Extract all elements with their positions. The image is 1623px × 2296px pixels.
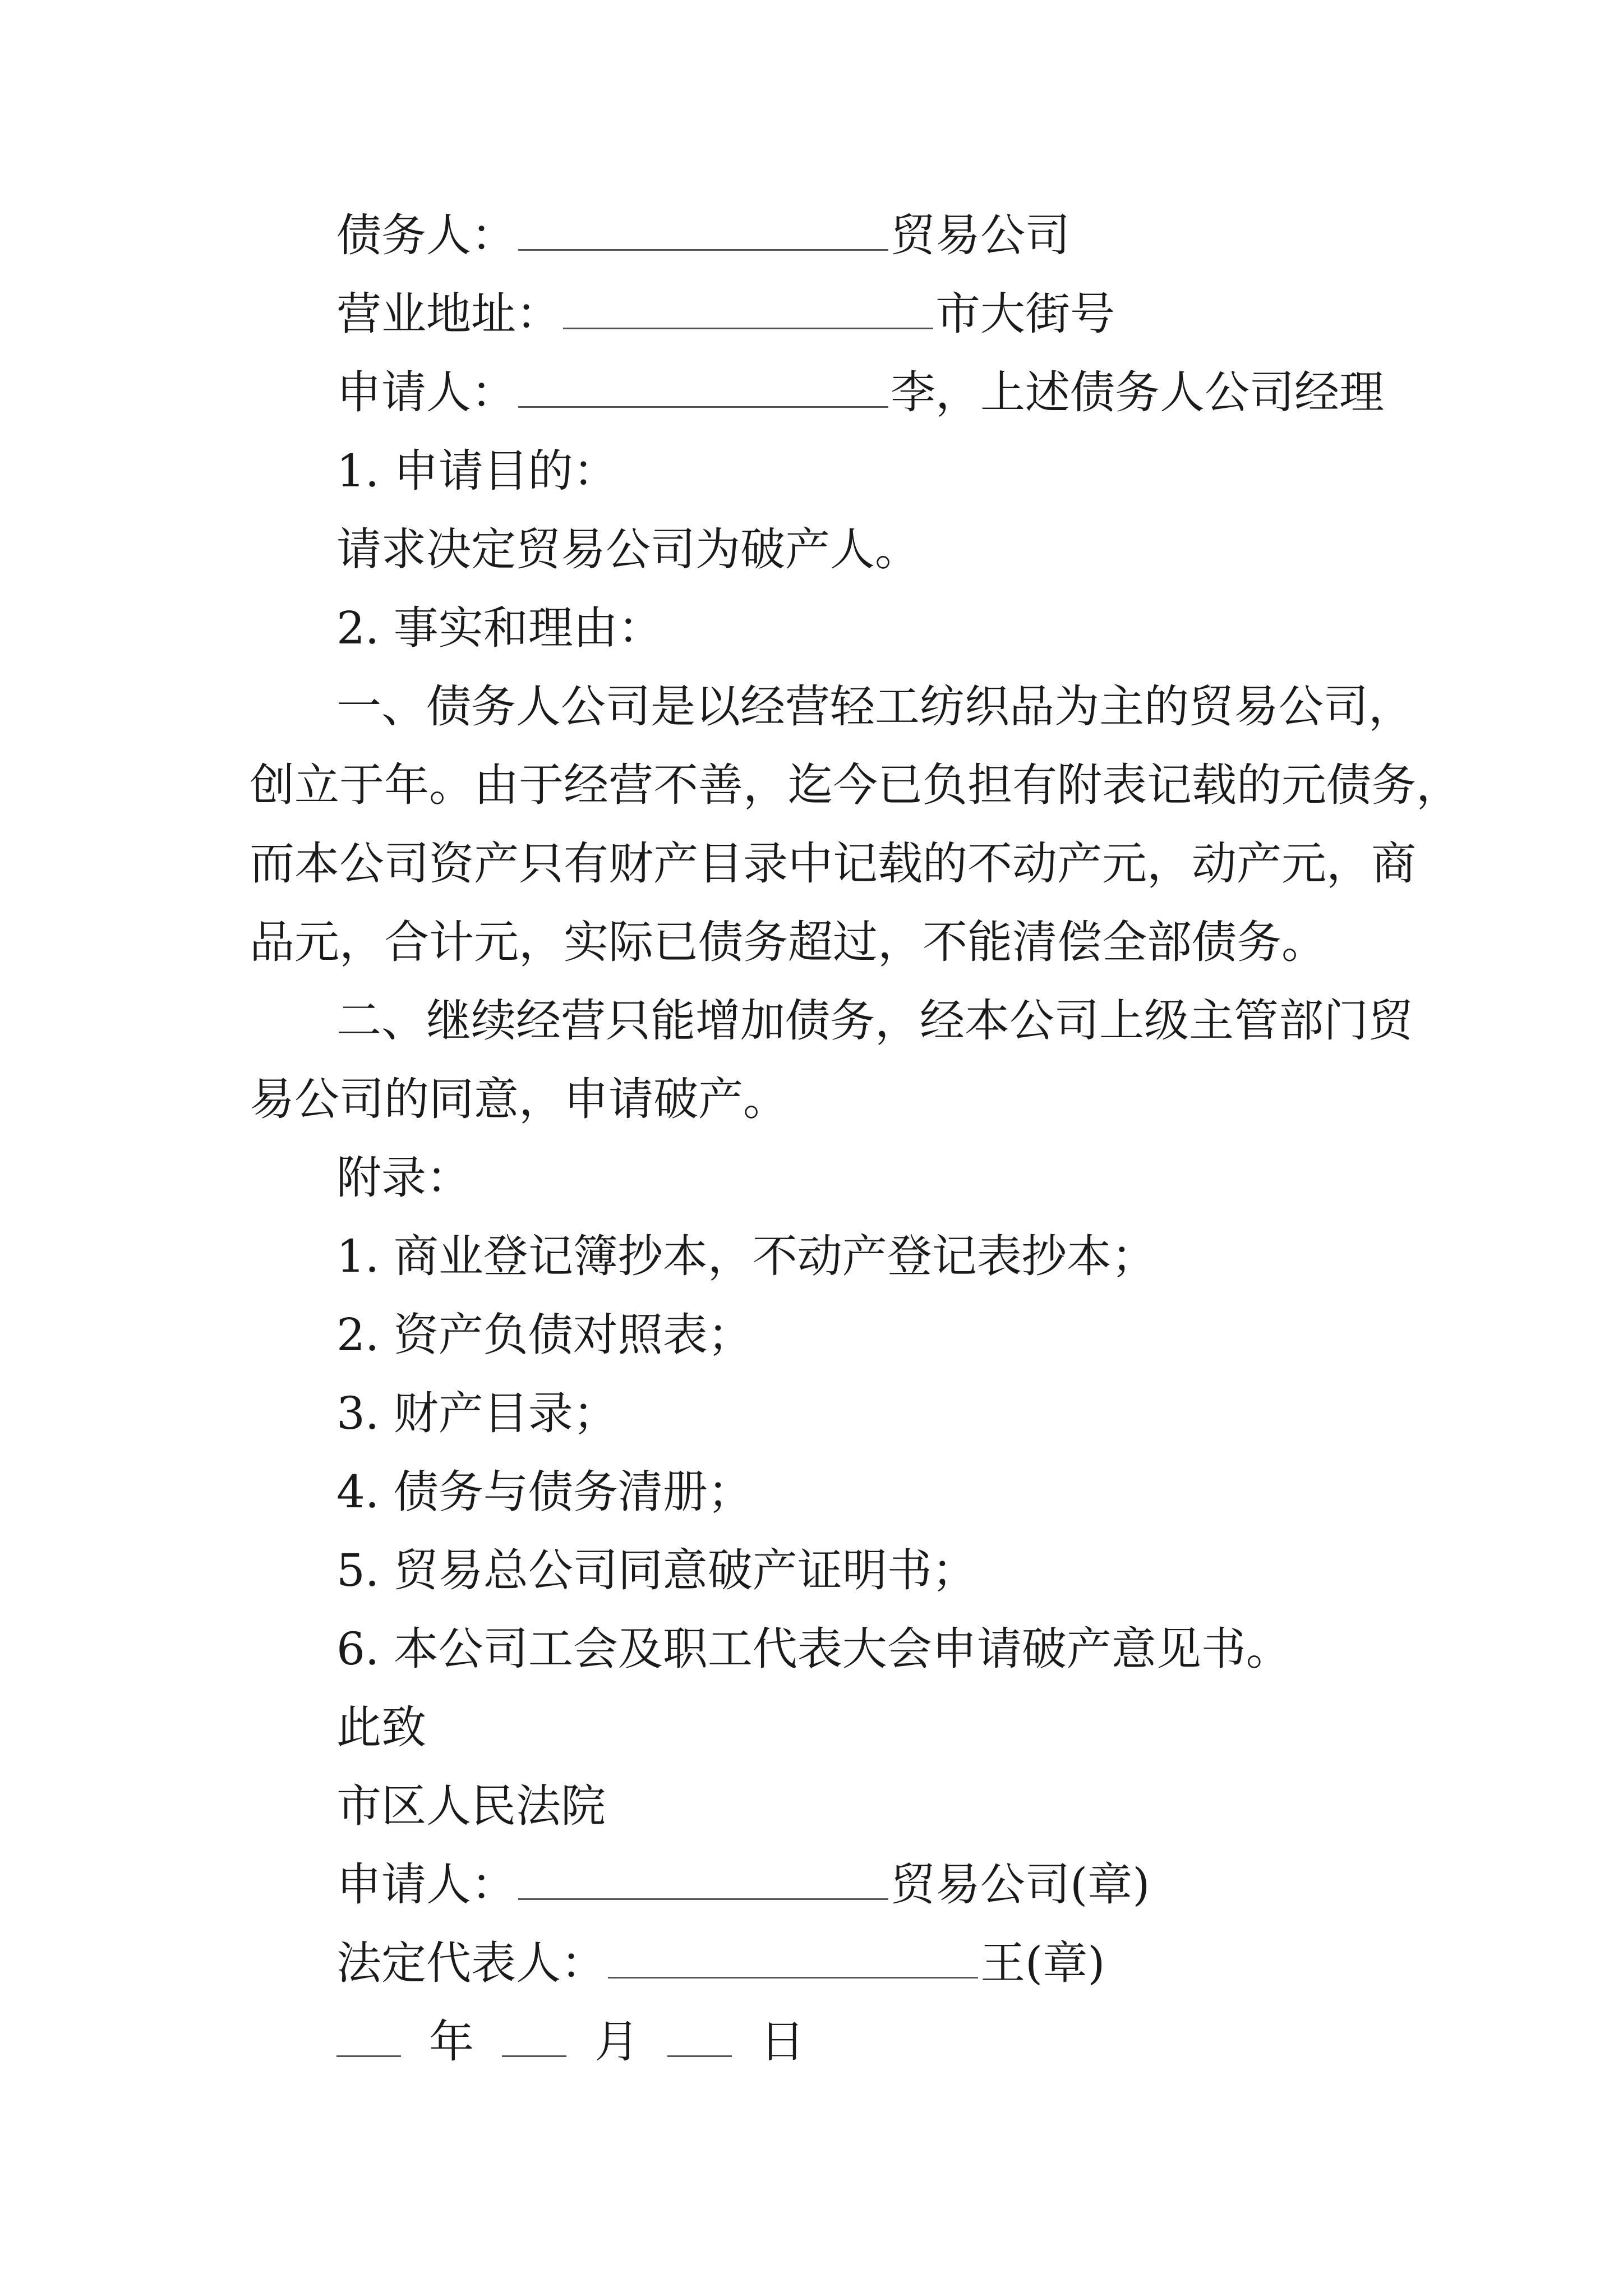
appendix-item: 2. 资产负债对照表； [336,1309,753,1361]
month-label: 月 [594,2016,639,2068]
appendix-item: 6. 本公司工会及职工代表大会申请破产意见书。 [336,1623,1291,1675]
legal-rep-line [336,1935,1105,1991]
applicant-label: 申请人： [336,366,516,418]
year-label: 年 [429,2016,474,2068]
appendix-item: 5. 贸易总公司同意破产证明书； [336,1544,977,1596]
address-suffix: 市大街号 [935,288,1115,340]
facts-heading: 2. 事实和理由： [336,602,663,654]
appendix-item: 1. 商业登记簿抄本，不动产登记表抄本； [336,1230,1156,1282]
facts-p1-line-4: 品元，合计元，实际已债务超过，不能清偿全部债务。 [250,916,1326,968]
legal-rep-label: 法定代表人： [336,1937,606,1989]
closing-applicant-suffix: 贸易公司(章) [891,1858,1150,1911]
applicant-blank [518,375,888,408]
debtor-suffix: 贸易公司 [891,209,1070,261]
address-label: 营业地址： [336,288,561,340]
facts-p2-line-1: 二、继续经营只能增加债务，经本公司上级主管部门贸 [336,995,1413,1047]
day-blank [667,2024,732,2057]
recipient: 市区人民法院 [336,1780,606,1832]
address-blank [563,296,933,329]
facts-p1-line-2: 创立于年。由于经营不善，迄今已负担有附表记载的元债务， [250,759,1461,811]
day-label: 日 [760,2016,805,2068]
legal-rep-blank [608,1945,978,1978]
year-blank [336,2024,401,2057]
legal-rep-suffix: 王(章) [980,1937,1105,1989]
purpose-heading: 1. 申请目的： [336,445,618,497]
facts-p1-line-3: 而本公司资产只有财产目录中记载的不动产元，动产元，商 [250,838,1416,890]
closing-applicant-line [336,1857,1150,1913]
facts-p1-line-1: 一、债务人公司是以经营轻工纺织品为主的贸易公司， [336,680,1413,733]
applicant-line [336,365,1384,421]
appendix-heading: 附录： [336,1152,471,1204]
debtor-label: 债务人： [336,209,516,261]
closing-applicant-blank [518,1867,888,1900]
address-line [336,286,1115,342]
date-line [336,2014,810,2070]
applicant-suffix: 李，上述债务人公司经理 [891,366,1384,418]
facts-p2-line-2: 易公司的同意，申请破产。 [250,1073,788,1125]
appendix-item: 4. 债务与债务清册； [336,1466,753,1518]
closing-applicant-label: 申请人： [336,1858,516,1911]
salutation: 此致 [336,1701,426,1754]
month-blank [502,2024,566,2057]
appendix-item: 3. 财产目录； [336,1387,618,1439]
purpose-text: 请求决定贸易公司为破产人。 [336,523,920,576]
debtor-line [336,208,1070,264]
debtor-blank [518,218,888,251]
